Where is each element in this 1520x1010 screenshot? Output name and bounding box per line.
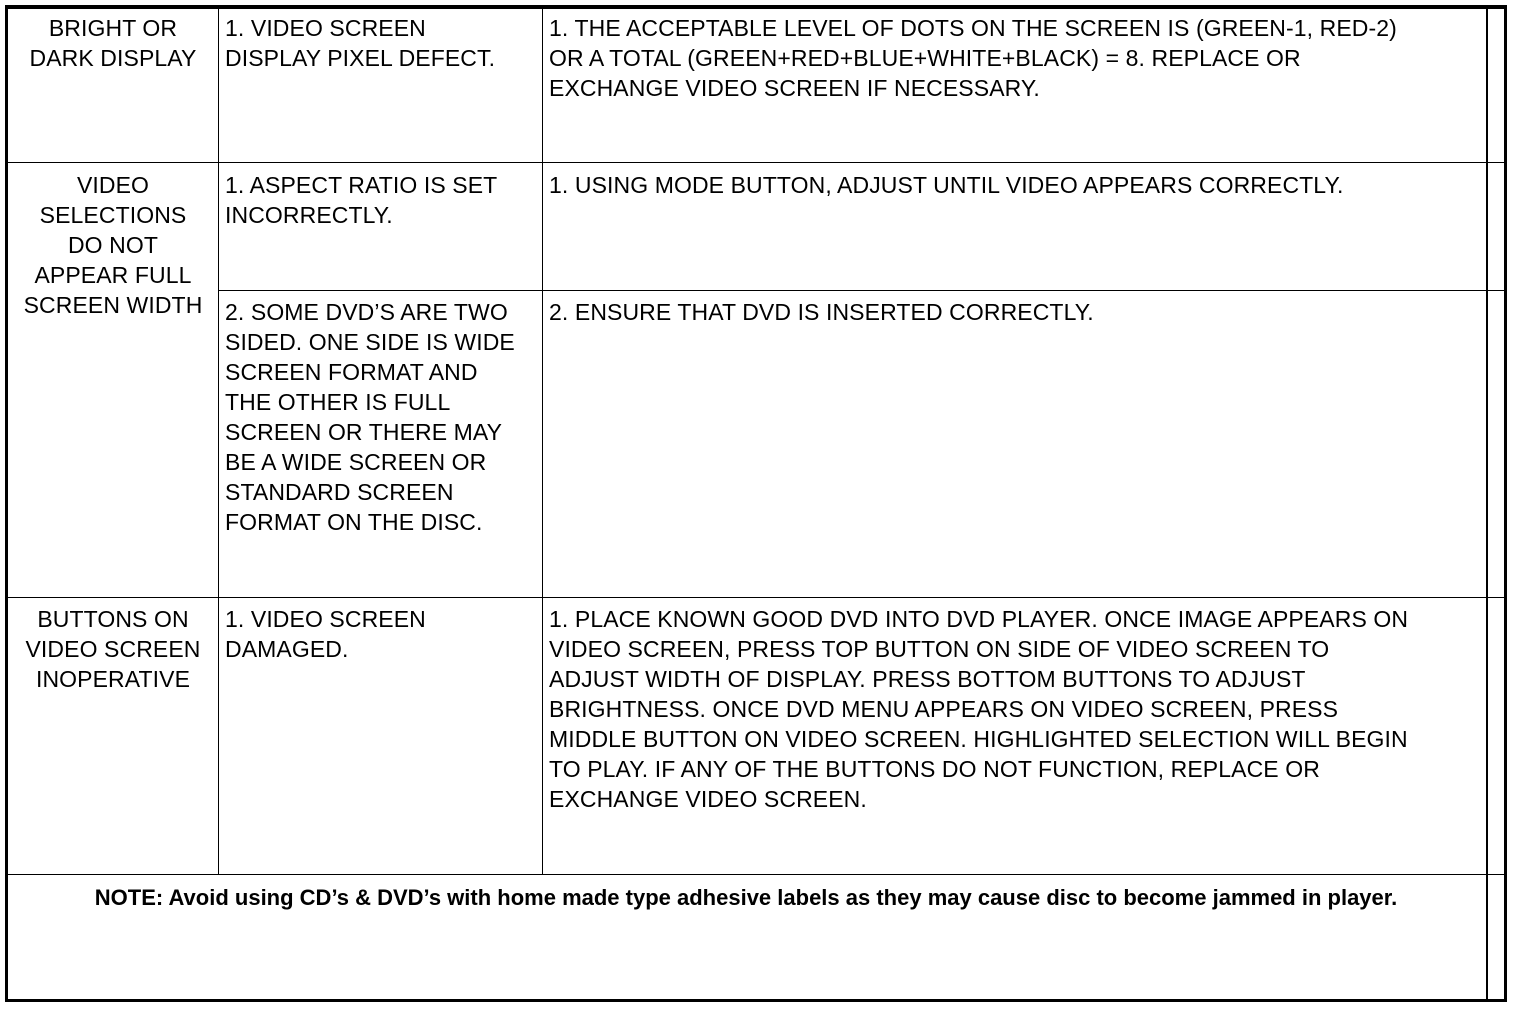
column-divider	[542, 9, 543, 874]
symptom-cell: VIDEO SELECTIONS DO NOT APPEAR FULL SCREEN WIDTH	[23, 172, 203, 318]
remedy-cell: 1. USING MODE BUTTON, ADJUST UNTIL VIDEO APPEARS CORRECTLY.	[549, 172, 1344, 198]
row-divider	[218, 290, 1505, 291]
row-divider	[8, 874, 1505, 875]
symptom-cell: BUTTONS ON VIDEO SCREEN INOPERATIVE	[25, 606, 201, 692]
cause-cell: 1. ASPECT RATIO IS SET INCORRECTLY.	[225, 172, 498, 228]
column-divider	[218, 9, 219, 874]
cause-cell: 2. SOME DVD’S ARE TWO SIDED. ONE SIDE IS WIDE SCREEN FORMAT AND THE OTHER IS FULL SCREEN OR THERE MAY BE A WIDE SCREEN OR STANDARD SCREEN FORMAT ON THE DISC.	[225, 299, 515, 535]
symptom-cell: BRIGHT OR DARK DISPLAY	[29, 15, 197, 71]
cause-cell: 1. VIDEO SCREEN DAMAGED.	[225, 606, 426, 662]
cause-cell: 1. VIDEO SCREEN DISPLAY PIXEL DEFECT.	[225, 15, 496, 71]
row-divider	[8, 597, 1505, 598]
note-text: NOTE: Avoid using CD’s & DVD’s with home made type adhesive labels as they may cause disc to become jammed in player.	[94, 885, 1398, 910]
remedy-cell: 2. ENSURE THAT DVD IS INSERTED CORRECTLY.	[549, 299, 1094, 325]
right-margin-rule	[1486, 9, 1488, 1002]
remedy-cell: 1. THE ACCEPTABLE LEVEL OF DOTS ON THE SCREEN IS (GREEN-1, RED-2) OR A TOTAL (GREEN+RED+BLUE+WHITE+BLACK) = 8. REPLACE OR EXCHANGE VIDEO SCREEN IF NECESSARY.	[549, 15, 1397, 101]
row-divider	[8, 162, 1505, 163]
remedy-cell: 1. PLACE KNOWN GOOD DVD INTO DVD PLAYER. ONCE IMAGE APPEARS ON VIDEO SCREEN, PRESS TOP BUTTON ON SIDE OF VIDEO SCREEN TO ADJUST WIDTH OF DISPLAY. PRESS BOTTOM BUTTONS TO ADJUST BRIGHTNESS. ONCE DVD MENU APPEARS ON VIDEO SCREEN, PRESS MIDDLE BUTTON ON VIDEO SCREEN. HIGHLIGHTED SELECTION WILL BEGIN TO PLAY. IF ANY OF THE BUTTONS DO NOT FUNCTION, REPLACE OR EXCHANGE VIDEO SCREEN.	[549, 606, 1409, 812]
